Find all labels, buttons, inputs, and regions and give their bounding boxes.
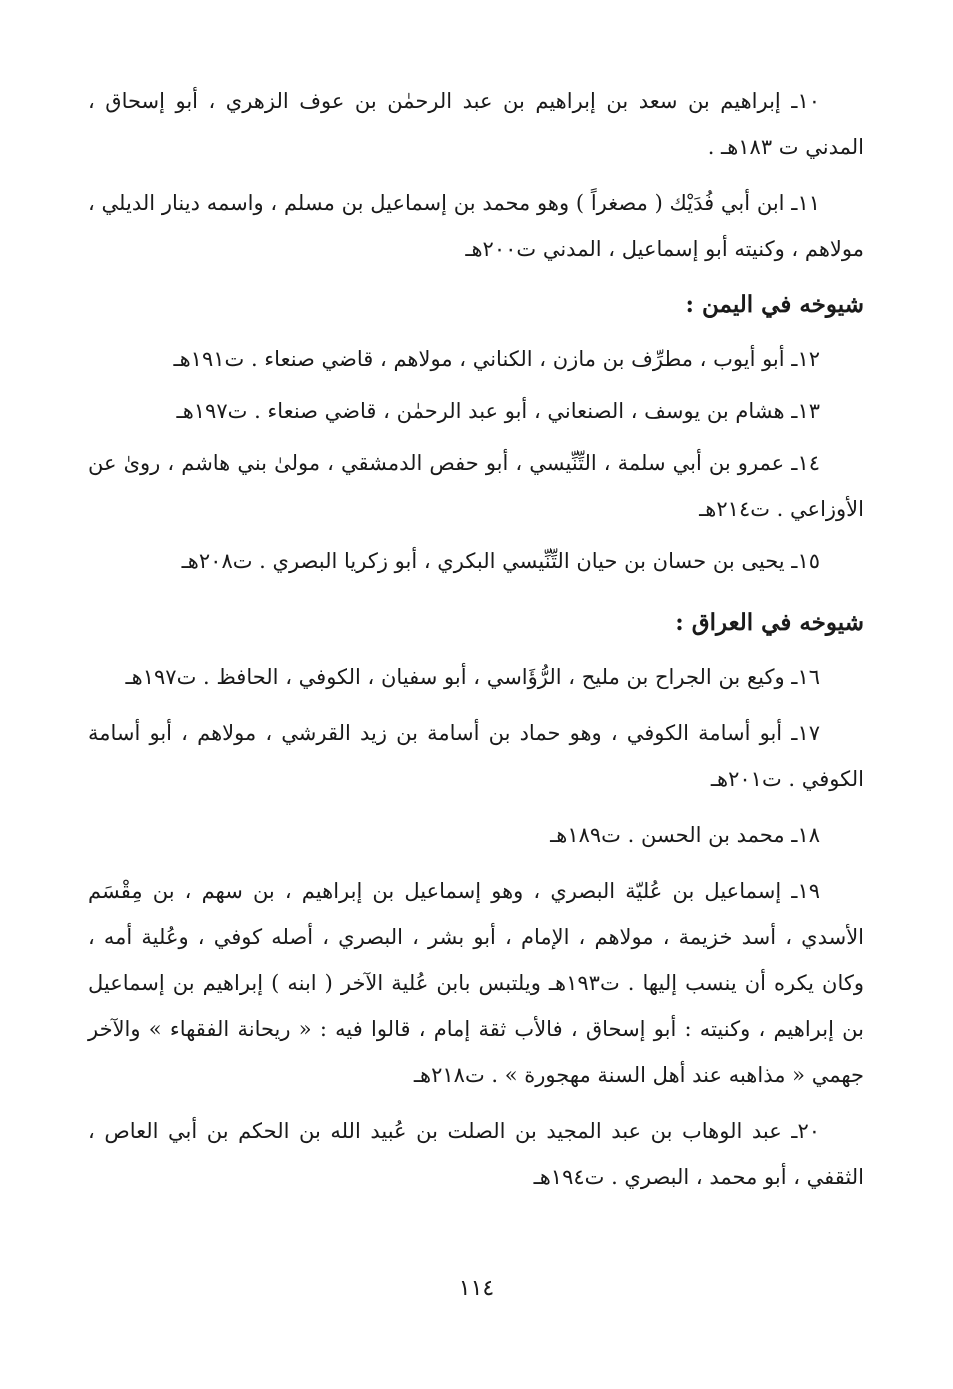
entry-14: ١٤ـ عمرو بن أبي سلمة ، التِّنِّيسي ، أبو حفص الدمشقي ، مولىٰ بني هاشم ، رویٰ عن الأوزاعي . ت٢١٤هـ bbox=[88, 451, 864, 521]
entry-10: ١٠ـ إبراهيم بن سعد بن إبراهيم بن عبد الرحمٰن بن عوف الزهري ، أبو إسحاق ، المدني ت ١٨٣هـ . bbox=[88, 89, 864, 159]
entry-12: ١٢ـ أبو أيوب ، مطرِّف بن مازن ، الكناني ، مولاهم ، قاضي صنعاء . ت١٩١هـ bbox=[173, 347, 820, 371]
entry-18: ١٨ـ محمد بن الحسن . ت١٨٩هـ bbox=[550, 823, 820, 847]
section-heading-yemen: شيوخه في اليمن : bbox=[685, 291, 864, 318]
entry-17: ١٧ـ أبو أسامة الكوفي ، وهو حماد بن أسامة بن زيد القرشي ، مولاهم ، أبو أسامة الكوفي . ت٢٠١هـ bbox=[88, 721, 864, 791]
page-number: ١١٤ bbox=[458, 1276, 495, 1301]
entry-16: ١٦ـ وكيع بن الجراح بن مليح ، الرُّؤَاسي ، أبو سفيان ، الكوفي ، الحافظ . ت١٩٧هـ bbox=[125, 665, 820, 689]
document-page bbox=[88, 78, 864, 1210]
entry-15: ١٥ـ يحيى بن حسان بن حيان التِّنِّيسي البكري ، أبو زكريا البصري . ت٢٠٨هـ bbox=[181, 549, 820, 573]
entry-20: ٢٠ـ عبد الوهاب بن عبد المجيد بن الصلت بن عُبيد الله بن الحكم بن أبي العاص ، الثقفي ، أبو محمد ، البصري . ت١٩٤هـ bbox=[88, 1119, 864, 1189]
entry-13: ١٣ـ هشام بن يوسف ، الصنعاني ، أبو عبد الرحمٰن ، قاضي صنعاء . ت١٩٧هـ bbox=[176, 399, 820, 423]
section-heading-iraq: شيوخه في العراق : bbox=[675, 609, 864, 636]
entry-19: ١٩ـ إسماعيل بن عُليّة البصري ، وهو إسماعيل بن إبراهيم ، بن سهم ، بن مِقْسَم الأسدي ، أسد خزيمة ، مولاهم ، الإمام ، أبو بشر ، البصري ، أصله كوفي ، وعُلية أمه ، وكان يكره أن ينسب إليها . ت١٩٣هـ ويلتبس بابن عُلية الآخر ( ابنه ) إبراهيم بن إسماعيل بن إبراهيم ، وكنيته : أبو إسحاق ، فالأب ثقة إمام ، قالوا فيه : « ريحانة الفقهاء » والآخر جهمي « مذاهبه عند أهل السنة مهجورة » . ت٢١٨هـ bbox=[88, 879, 865, 1087]
entry-11: ١١ـ ابن أبي فُدَيْك ( مصغراً ) وهو محمد بن إسماعيل بن مسلم ، واسمه دينار الديلي ، مولاهم ، وكنيته أبو إسماعيل ، المدني ت٢٠٠هـ bbox=[88, 191, 864, 261]
